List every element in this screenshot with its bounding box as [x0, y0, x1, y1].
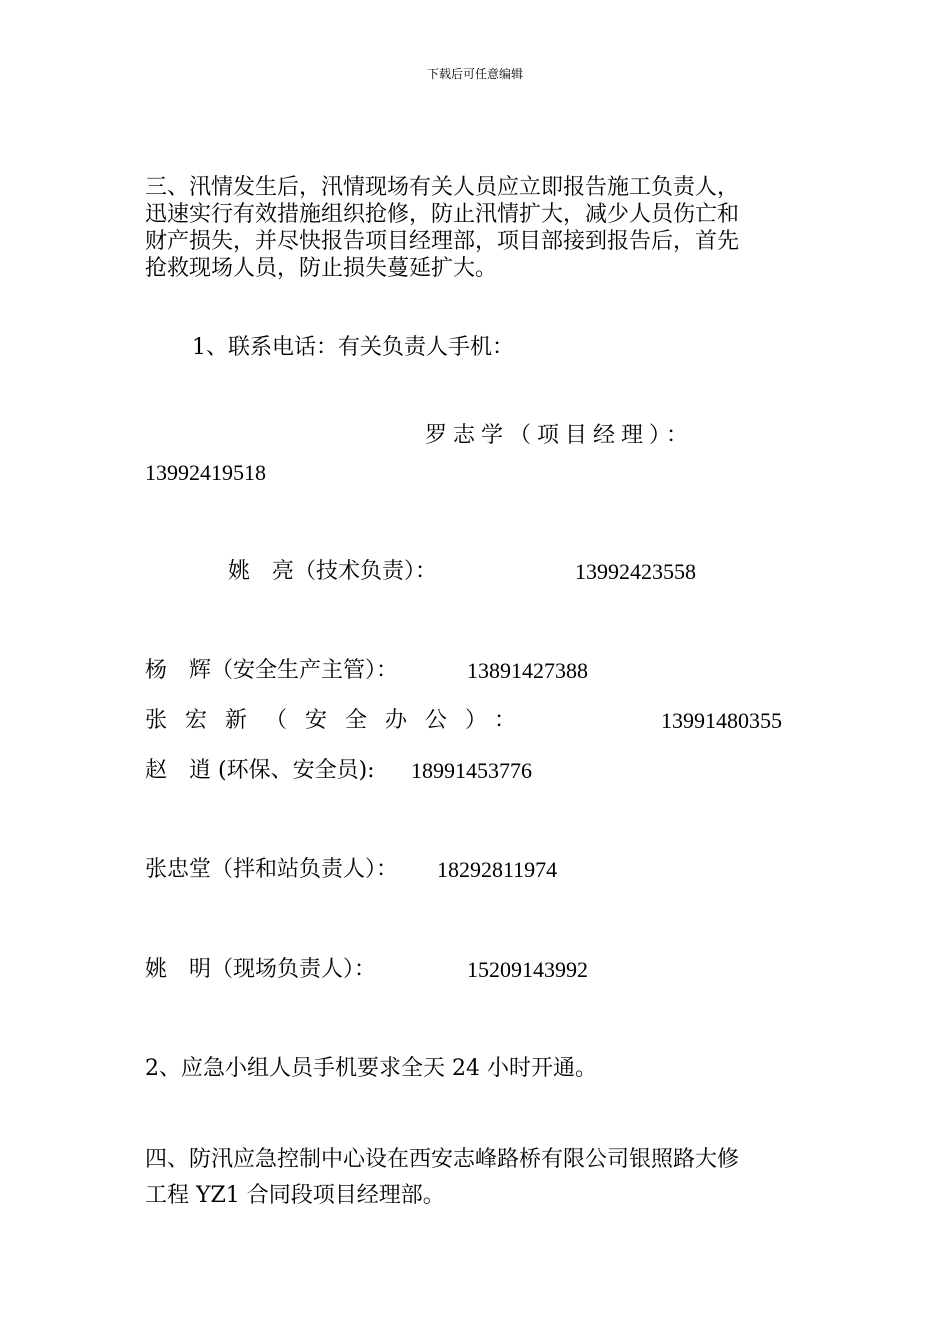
section-3-line-3: 财产损失，并尽快报告项目经理部，项目部接到报告后，首先: [145, 229, 740, 254]
contact-zhao-name: 赵 逍 (环保、安全员):: [145, 758, 375, 783]
contact-zhang-zhongtang-phone: 18292811974: [437, 857, 558, 882]
page-header: 下载后可任意编辑: [426, 67, 523, 81]
item-1-heading: 1、联系电话：有关负责人手机：: [192, 335, 514, 360]
section-4-paragraph: [145, 1142, 805, 1214]
contact-luo-phone: 13992419518: [145, 460, 266, 485]
section-3-line-4: 抢救现场人员，防止损失蔓延扩大。: [145, 256, 498, 281]
section-3-line-1: 三、汛情发生后，汛情现场有关人员应立即报告施工负责人，: [145, 175, 740, 200]
contact-zhang-hongxin-name: 张宏新（安全办公）：: [145, 708, 535, 733]
contact-luo-name: 罗志学（项目经理）：: [425, 423, 695, 448]
contact-yao-liang-name: 姚 亮（技术负责）：: [228, 559, 438, 584]
contact-zhao-phone: 18991453776: [411, 758, 532, 783]
contact-yao-ming-phone: 15209143992: [467, 957, 588, 982]
contact-zhang-zhongtang-name: 张忠堂（拌和站负责人）：: [145, 857, 399, 882]
contact-yao-ming-name: 姚 明（现场负责人）：: [145, 957, 377, 982]
section-3-line-2: 迅速实行有效措施组织抢修，防止汛情扩大，减少人员伤亡和: [145, 202, 740, 227]
section-4-line-1: 四、防汛应急控制中心设在西安志峰路桥有限公司银照路大修: [145, 1147, 740, 1172]
item-2-text: 2、应急小组人员手机要求全天 24 小时开通。: [145, 1056, 597, 1081]
contact-yao-liang-phone: 13992423558: [575, 559, 696, 584]
contact-yang-phone: 13891427388: [467, 658, 588, 683]
contact-yang-name: 杨 辉（安全生产主管）：: [145, 658, 399, 683]
section-3-paragraph: [145, 174, 805, 282]
section-4-line-2: 工程 YZ1 合同段项目经理部。: [145, 1183, 445, 1208]
contact-zhang-hongxin-phone: 13991480355: [661, 708, 782, 733]
